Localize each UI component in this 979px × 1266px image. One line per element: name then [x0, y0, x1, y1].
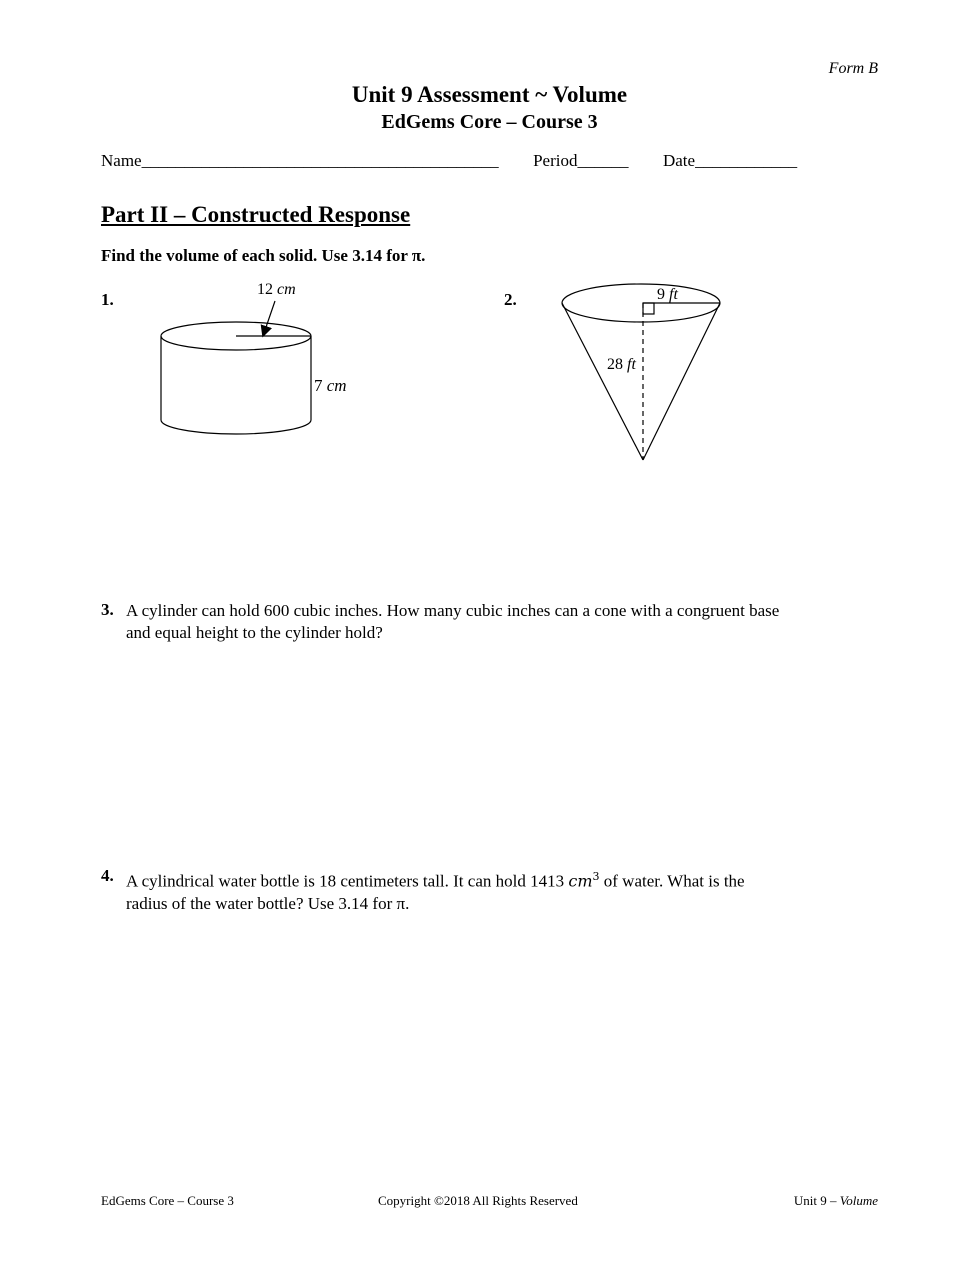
cone-right-edge: [643, 303, 720, 460]
problem-4-text: [126, 866, 886, 915]
name-field[interactable]: Name__________________________________________: [101, 151, 499, 170]
cylinder-radius-label: 12 cm: [257, 281, 296, 298]
problem-2-number: 2.: [504, 290, 517, 309]
problem-4-line-1: A cylindrical water bottle is 18 centimeters tall. It can hold 1413 $cm^3$ of water. What is the: [126, 870, 745, 891]
footer-course: EdGems Core – Course 3: [101, 1193, 234, 1208]
cone-radius-label: 9 ft: [657, 286, 678, 303]
cone-left-edge: [562, 303, 643, 460]
problem-4-number: 4.: [101, 866, 114, 885]
period-field[interactable]: Period______: [533, 151, 629, 170]
radius-arrow: [264, 301, 275, 333]
cylinder-figure: [150, 275, 380, 445]
cylinder-bottom: [161, 420, 311, 434]
problem-3-line-1: A cylinder can hold 600 cubic inches. How many cubic inches can a cone with a congruent base: [126, 601, 780, 620]
student-info-row: [101, 151, 797, 171]
section-title: Part II – Constructed Response: [101, 202, 411, 227]
footer-unit: Unit 9 – Volume: [793, 1193, 878, 1208]
cone-figure: [555, 275, 735, 470]
problem-1-number: 1.: [101, 290, 114, 309]
unit-cm: cm: [568, 871, 593, 891]
right-angle-marker: [643, 303, 654, 314]
problem-3-text: [126, 600, 886, 644]
form-label: Form B: [828, 60, 878, 77]
unit-exponent: 3: [592, 870, 600, 883]
page-subtitle: EdGems Core – Course 3: [381, 111, 598, 133]
cone-height-label: 28 ft: [607, 356, 636, 373]
footer-copyright: Copyright ©2018 All Rights Reserved: [378, 1193, 578, 1208]
date-field[interactable]: Date____________: [662, 151, 798, 170]
problem-3-line-2: and equal height to the cylinder hold?: [126, 623, 383, 642]
page-title: Unit 9 Assessment ~ Volume: [351, 82, 628, 107]
instructions: Find the volume of each solid. Use 3.14 for π.: [101, 246, 426, 265]
problem-3-number: 3.: [101, 600, 114, 619]
problem-4-line-2: radius of the water bottle? Use 3.14 for π.: [126, 893, 410, 913]
cylinder-height-label: 7 cm: [314, 376, 347, 395]
